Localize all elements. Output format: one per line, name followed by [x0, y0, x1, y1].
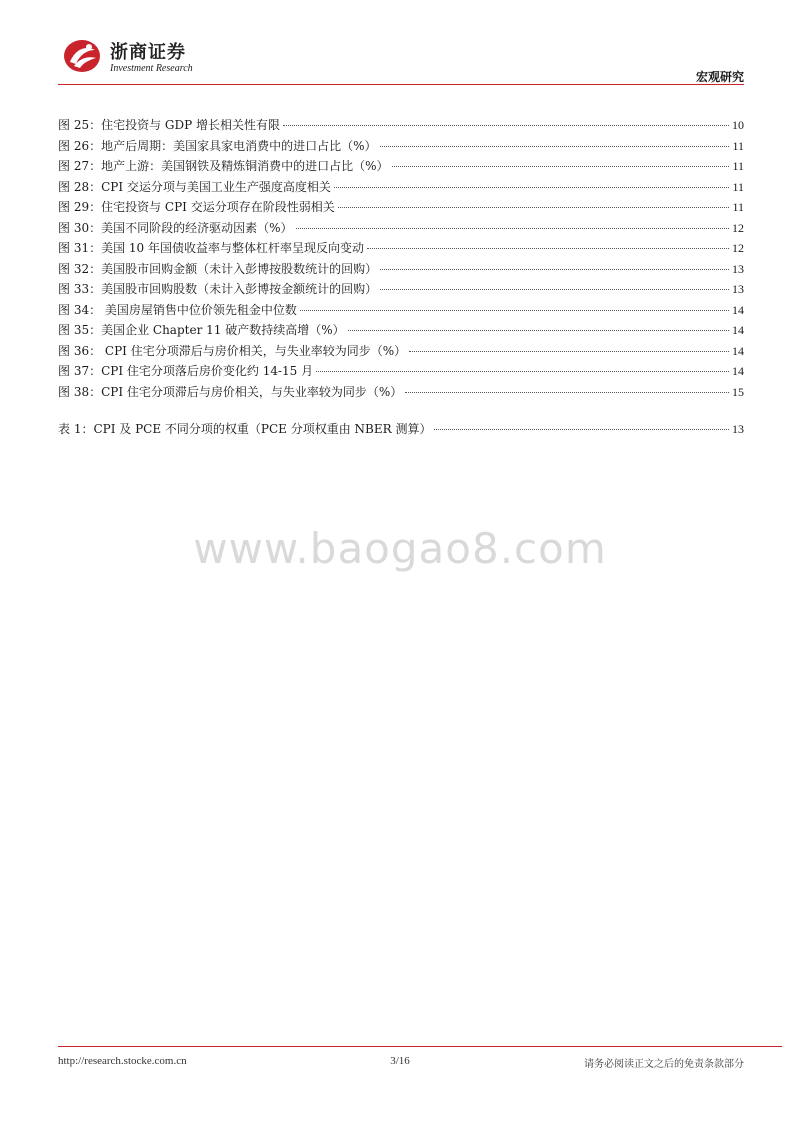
toc-entry[interactable] — [58, 419, 744, 440]
toc-entry-page: 11 — [732, 159, 744, 173]
toc-dot-leader — [392, 166, 730, 167]
toc-entry-page: 13 — [732, 261, 744, 276]
toc-entry-label: 图 29：住宅投资与 CPI 交运分项存在阶段性弱相关 — [58, 200, 335, 214]
watermark: www.baogao8.com — [193, 524, 607, 573]
toc-entry[interactable] — [58, 197, 744, 218]
toc-dot-leader — [434, 429, 729, 430]
toc-entry[interactable] — [58, 177, 744, 198]
toc-dot-leader — [348, 330, 729, 331]
page-number: 3/16 — [390, 1055, 410, 1067]
brand-name-cn: 浙商证券 — [110, 42, 186, 63]
toc-entry-page: 13 — [732, 282, 744, 296]
brand-name-en: Investment Research — [110, 63, 193, 74]
toc-entry-page: 14 — [732, 343, 744, 358]
table-of-figures — [58, 115, 744, 440]
toc-entry-page: 13 — [732, 422, 744, 436]
zheshang-logo-icon — [62, 38, 102, 74]
toc-entry[interactable] — [58, 218, 744, 239]
toc-entry-label: 表 1：CPI 及 PCE 不同分项的权重（PCE 分项权重由 NBER 测算） — [58, 422, 432, 436]
toc-entry-label: 图 35：美国企业 Chapter 11 破产数持续高增（%） — [58, 323, 345, 337]
toc-dot-leader — [367, 248, 729, 249]
toc-entry-label: 图 38：CPI 住宅分项滞后与房价相关，与失业率较为同步（%） — [58, 384, 403, 399]
toc-entry[interactable] — [58, 361, 744, 382]
toc-entry-label: 图 25：住宅投资与 GDP 增长相关性有限 — [58, 118, 280, 132]
toc-entry-label: 图 26：地产后周期：美国家具家电消费中的进口占比（%） — [58, 138, 377, 153]
toc-entry-page: 12 — [732, 241, 744, 255]
toc-entry-label: 图 28：CPI 交运分项与美国工业生产强度高度相关 — [58, 179, 331, 194]
toc-entry-label: 图 30：美国不同阶段的经济驱动因素（%） — [58, 220, 293, 235]
header-divider — [58, 84, 744, 85]
toc-dot-leader — [380, 269, 729, 270]
toc-entry[interactable] — [58, 259, 744, 280]
toc-entry[interactable] — [58, 382, 744, 403]
toc-entry-page: 15 — [732, 384, 744, 399]
toc-entry-page: 11 — [732, 138, 744, 153]
toc-dot-leader — [334, 187, 730, 188]
toc-dot-leader — [283, 125, 729, 126]
toc-entry-page: 11 — [732, 200, 744, 214]
toc-entry-page: 11 — [732, 179, 744, 194]
footer-divider — [58, 1046, 782, 1047]
toc-entry-label: 图 33：美国股市回购股数（未计入彭博按金额统计的回购） — [58, 282, 378, 296]
toc-entry[interactable] — [58, 279, 744, 300]
toc-entry[interactable] — [58, 320, 744, 341]
toc-entry-label: 图 27：地产上游：美国钢铁及精炼铜消费中的进口占比（%） — [58, 159, 389, 173]
toc-dot-leader — [405, 392, 729, 393]
page-header — [0, 0, 800, 90]
footer-url[interactable]: http://research.stocke.com.cn — [58, 1055, 187, 1067]
toc-entry-label: 图 36： CPI 住宅分项滞后与房价相关，与失业率较为同步（%） — [58, 343, 407, 358]
toc-entry[interactable] — [58, 341, 744, 362]
toc-entry-page: 12 — [732, 220, 744, 235]
toc-entry-page: 10 — [732, 118, 744, 132]
toc-entry-label: 图 37：CPI 住宅分项落后房价变化约 14-15 月 — [58, 364, 314, 378]
toc-dot-leader — [300, 310, 729, 311]
table-list — [58, 419, 744, 440]
disclaimer-note: 请务必阅读正文之后的免责条款部分 — [584, 1059, 744, 1070]
toc-dot-leader — [316, 371, 729, 372]
toc-dot-leader — [380, 289, 729, 290]
toc-gap — [58, 402, 744, 419]
toc-entry-page: 14 — [732, 302, 744, 317]
section-title: 宏观研究 — [695, 70, 744, 84]
toc-entry-label: 图 34： 美国房屋销售中位价领先租金中位数 — [58, 302, 297, 317]
figure-list — [58, 115, 744, 402]
toc-entry[interactable] — [58, 238, 744, 259]
toc-entry-label: 图 31：美国 10 年国债收益率与整体杠杆率呈现反向变动 — [58, 241, 364, 255]
toc-dot-leader — [338, 207, 730, 208]
toc-entry-page: 14 — [732, 364, 744, 378]
toc-entry[interactable] — [58, 115, 744, 136]
toc-entry-label: 图 32：美国股市回购金额（未计入彭博按股数统计的回购） — [58, 261, 378, 276]
toc-entry[interactable] — [58, 156, 744, 177]
toc-dot-leader — [296, 228, 730, 229]
toc-entry-page: 14 — [732, 323, 744, 337]
toc-entry[interactable] — [58, 300, 744, 321]
toc-entry[interactable] — [58, 136, 744, 157]
toc-dot-leader — [380, 146, 730, 147]
toc-dot-leader — [409, 351, 729, 352]
